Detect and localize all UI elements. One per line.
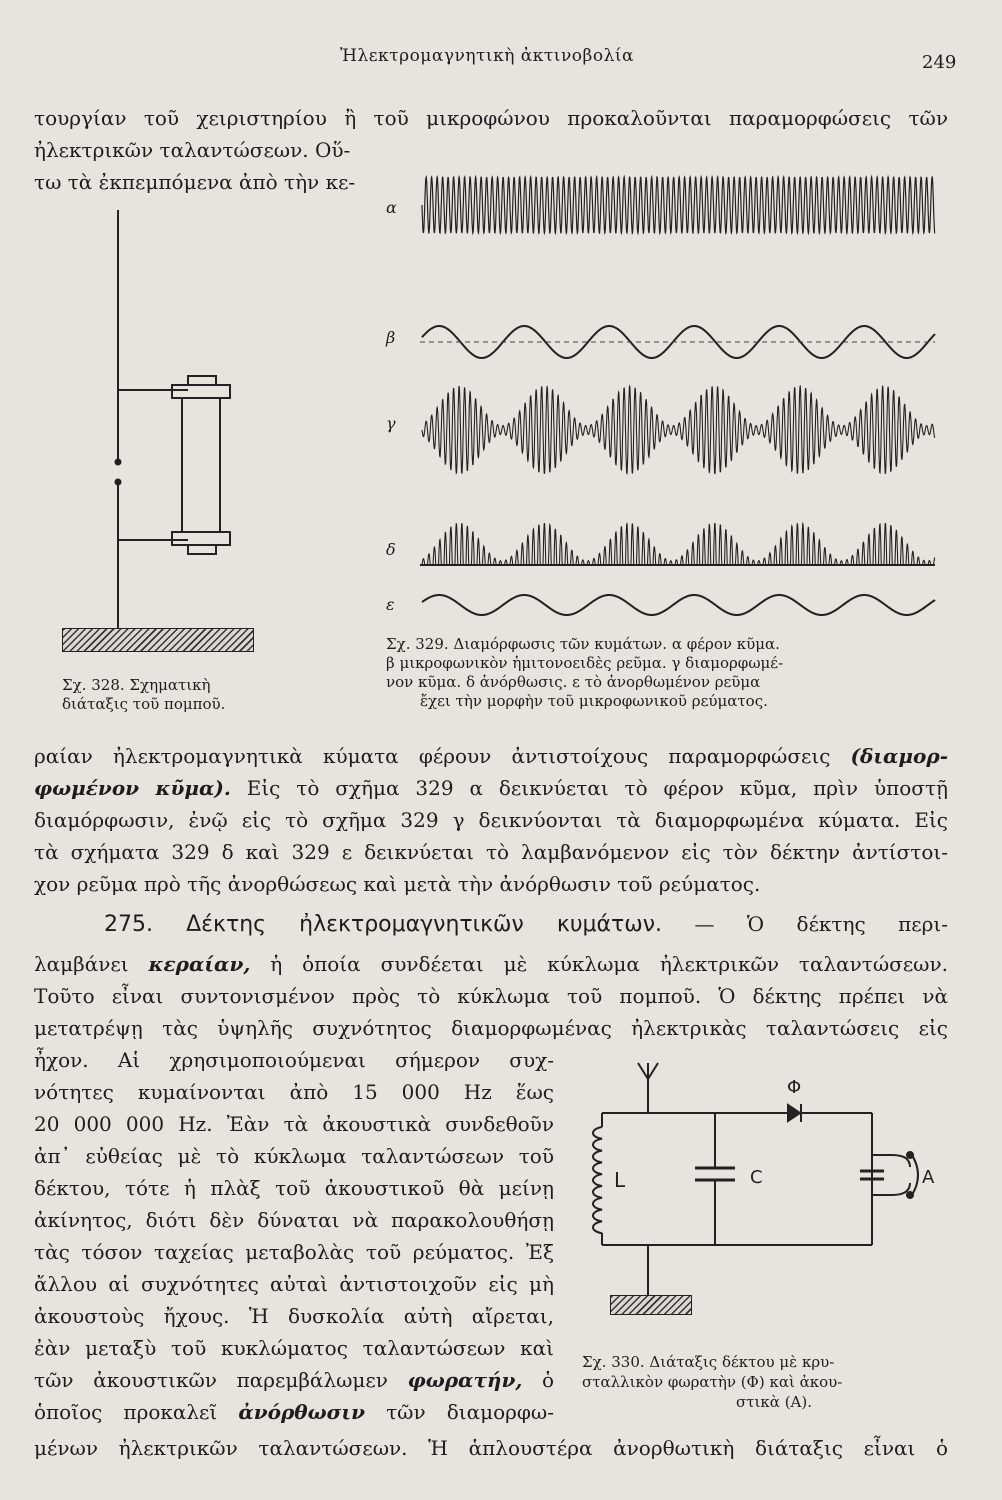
label-L: L: [614, 1168, 626, 1192]
figure-328-caption-line-2: διάταξις τοῦ πομποῦ.: [62, 695, 226, 713]
rectified-current-wave: [422, 595, 935, 615]
antenna-left-arm: [638, 1063, 648, 1079]
label-A: A: [922, 1167, 935, 1188]
coil-L: [593, 1127, 602, 1233]
ground-plate-330: [610, 1295, 692, 1315]
wave-label-e: ε: [386, 595, 395, 614]
rectified-wave: [422, 523, 935, 565]
figure-329-waveforms: [410, 160, 940, 630]
para1-line-5: χον ρεῦμα πρὸ τῆς ἀνορθώσεως καὶ μετὰ τὴν ἀνόρθωσιν τοῦ ρεύματος.: [34, 872, 761, 896]
crystal-detector-symbol: [788, 1105, 800, 1121]
para1-line-1: ραίαν ἠλεκτρομαγνητικὰ κύματα φέρουν ἀντιστοίχους παραμορφώσεις (διαμορ-: [34, 744, 948, 768]
para2-line-1: λαμβάνει κεραίαν, ἡ ὁποία συνδέεται μὲ κύκλωμα ἠλεκτρικῶν ταλαντώσεων.: [34, 952, 949, 976]
modulated-wave: [422, 386, 935, 474]
para2-narrow-line-12: ὁποῖος προκαλεῖ ἀνόρθωσιν τῶν διαμορφω-: [34, 1400, 554, 1424]
para2-narrow-line-2: νότητες κυμαίνονται ἀπὸ 15 000 Hz ἕως: [34, 1080, 554, 1104]
para2-narrow-line-11: τῶν ἀκουστικῶν παρεμβάλωμεν φωρατήν, ὁ: [34, 1368, 554, 1392]
figure-328-caption-line-1: Σχ. 328. Σχηματικὴ: [62, 676, 211, 694]
label-phi: Φ: [787, 1077, 802, 1098]
para2-narrow-line-5: δέκτου, τότε ἡ πλὰξ τοῦ ἀκουστικοῦ θὰ μείνῃ: [34, 1176, 554, 1200]
antenna-right-arm: [648, 1063, 658, 1079]
figure-330-caption-line-3: στικὰ (Α).: [736, 1393, 812, 1411]
running-title: Ἠλεκτρομαγνητικὴ ἀκτινοβολία: [340, 46, 635, 66]
para2-narrow-line-1: ἦχον. Αἱ χρησιμοποιούμεναι σήμερον συχ-: [34, 1048, 554, 1072]
section-heading: 275. Δέκτης ἠλεκτρομαγνητικῶν κυμάτων.: [104, 912, 662, 937]
para2-narrow-line-9: ἀκουστοὺς ἤχους. Ἡ δυσκολία αὐτὴ αἴρεται,: [34, 1304, 554, 1328]
ground-plate: [62, 628, 254, 652]
label-C: C: [750, 1167, 763, 1188]
para2-narrow-line-8: ἄλλου αἱ συχνότητες αὐταὶ ἀντιστοιχοῦν εἰς μὴ: [34, 1272, 554, 1296]
para2-line-3: μετατρέψῃ τὰς ὑψηλῆς συχνότητος διαμορφωμένας ἠλεκτρικὰς ταλαντώσεις εἰς: [34, 1016, 948, 1040]
para2-narrow-line-6: ἀκίνητος, διότι δὲν δύναται νὰ παρακολουθήσῃ: [34, 1208, 554, 1232]
headphone-band: [910, 1152, 918, 1198]
para2-last-line: μένων ἠλεκτρικῶν ταλαντώσεων. Ἡ ἁπλουστέρα ἀνορθωτικὴ διάταξις εἶναι ὁ: [34, 1436, 948, 1460]
section-275-line: 275. Δέκτης ἠλεκτρομαγνητικῶν κυμάτων. — Ὁ δέκτης περι-: [104, 912, 948, 937]
figure-328-transmitter-diagram: [40, 200, 270, 670]
top-text-line-3: τω τὰ ἐκπεμπόμενα ἀπὸ τὴν κε-: [34, 170, 356, 194]
figure-330-caption-line-2: σταλλικὸν φωρατὴν (Φ) καὶ ἀκου-: [582, 1373, 843, 1391]
para1-line-2: φωμένον κῦμα). Εἰς τὸ σχῆμα 329 α δεικνύεται τὸ φέρον κῦμα, πρὶν ὑποστῇ: [34, 776, 948, 800]
figure-329-caption-line-1: Σχ. 329. Διαμόρφωσις τῶν κυμάτων. α φέρον κῦμα.: [386, 635, 780, 653]
para2-narrow-line-7: τὰς τόσον ταχείας μεταβολὰς τοῦ ρεύματος. Ἐξ: [34, 1240, 554, 1264]
wave-label-a: α: [386, 198, 397, 217]
para2-narrow-line-10: ἐὰν μεταξὺ τοῦ κυκλώματος ταλαντώσεων καὶ: [34, 1336, 554, 1360]
figure-329-caption-line-4: ἔχει τὴν μορφὴν τοῦ μικροφωνικοῦ ρεύματος.: [420, 692, 768, 710]
para2-narrow-line-4: ἀπ᾽ εὐθείας μὲ τὸ κύκλωμα ταλαντώσεων τοῦ: [34, 1144, 554, 1168]
page-number: 249: [922, 52, 957, 73]
figure-330-caption-line-1: Σχ. 330. Διάταξις δέκτου μὲ κρυ-: [582, 1353, 835, 1371]
figure-329-caption-line-3: νον κῦμα. δ ἀνόρθωσις. ε τὸ ἀνορθωμένον ρεῦμα: [386, 673, 761, 691]
wave-label-b: β: [386, 328, 396, 347]
top-text-line-2: ἠλεκτρικῶν ταλαντώσεων. Οὕ-: [34, 138, 351, 162]
para1-line-3: διαμόρφωσιν, ἐνῷ εἰς τὸ σχῆμα 329 γ δεικνύονται τὰ διαμορφωμένα κύματα. Εἰς: [34, 808, 948, 832]
para2-line-2: Τοῦτο εἶναι συντονισμένον πρὸς τὸ κύκλωμα τοῦ πομποῦ. Ὁ δέκτης πρέπει νὰ: [34, 984, 948, 1008]
microphone-sine-wave: [422, 326, 935, 358]
para1-line-4: τὰ σχήματα 329 δ καὶ 329 ε δεικνύεται τὸ λαμβανόμενον εἰς τὸν δέκτην ἀντίστοι-: [34, 840, 948, 864]
wave-label-c: γ: [386, 414, 396, 433]
carrier-wave: [422, 177, 935, 233]
wave-label-d: δ: [386, 540, 396, 559]
figure-330-receiver-circuit: [580, 1055, 950, 1325]
top-text-line-1: τουργίαν τοῦ χειριστηρίου ἢ τοῦ μικροφώνου προκαλοῦνται παραμορφώσεις τῶν: [34, 106, 948, 130]
para2-narrow-line-3: 20 000 000 Hz. Ἐὰν τὰ ἀκουστικὰ συνδεθοῦν: [34, 1112, 554, 1136]
figure-329-caption-line-2: β μικροφωνικὸν ἡμιτονοειδὲς ρεῦμα. γ διαμορφωμέ-: [386, 654, 784, 672]
